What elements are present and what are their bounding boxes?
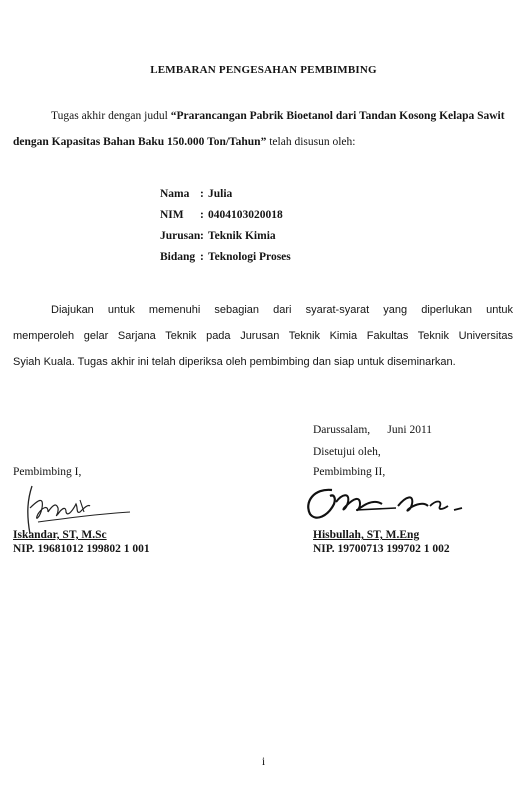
info-sep: : <box>200 251 204 263</box>
info-value: Teknik Kimia <box>208 230 276 242</box>
approved-by-label: Disetujui oleh, <box>313 446 381 458</box>
info-value: 0404103020018 <box>208 209 283 221</box>
supervisor2-name: Hisbullah, ST, M.Eng <box>313 529 420 541</box>
student-info <box>160 184 291 268</box>
info-key: Bidang <box>160 251 196 263</box>
body-line-1: Diajukan untuk memenuhi sebagian dari syarat-syarat yang diperlukan untuk <box>51 304 513 316</box>
thesis-title: “Prarancangan Pabrik Bioetanol dari Tandan Kosong Kelapa Sawit dengan Kapasitas Bahan Baku 150.000 Ton/Tahun” <box>13 110 505 148</box>
info-sep: : <box>200 188 204 200</box>
info-value: Teknologi Proses <box>208 251 291 263</box>
body-line-3: Syiah Kuala. Tugas akhir ini telah diperiksa oleh pembimbing dan siap untuk diseminarkan. <box>13 356 456 368</box>
info-value: Julia <box>208 188 233 200</box>
info-key: Nama <box>160 188 190 200</box>
body-paragraph <box>13 297 513 375</box>
info-sep: : <box>200 230 204 242</box>
intro-prefix: Tugas akhir dengan judul <box>51 110 168 122</box>
place-date: Darussalam, Juni 2011 <box>313 424 433 436</box>
supervisor2-signature <box>296 476 476 532</box>
info-key: NIM <box>160 209 184 221</box>
info-key: Jurusan <box>160 230 201 242</box>
page-title: LEMBARAN PENGESAHAN PEMBIMBING <box>150 64 377 76</box>
page-number: i <box>261 754 266 768</box>
supervisor2-label: Pembimbing II, <box>313 466 386 478</box>
intro-paragraph <box>13 103 513 155</box>
info-row-bidang <box>160 247 291 268</box>
body-line-2: memperoleh gelar Sarjana Teknik pada Jurusan Teknik Kimia Fakultas Teknik Universitas <box>13 330 513 342</box>
supervisor1-nip: NIP. 19681012 199802 1 001 <box>13 543 150 555</box>
supervisor2-nip: NIP. 19700713 199702 1 002 <box>313 543 450 555</box>
info-row-name <box>160 184 291 205</box>
supervisor1-label: Pembimbing I, <box>13 466 82 478</box>
intro-suffix: telah disusun oleh: <box>269 136 356 148</box>
info-row-jurusan <box>160 226 291 247</box>
info-sep: : <box>200 209 204 221</box>
supervisor1-name: Iskandar, ST, M.Sc <box>13 529 107 541</box>
info-row-nim <box>160 205 291 226</box>
